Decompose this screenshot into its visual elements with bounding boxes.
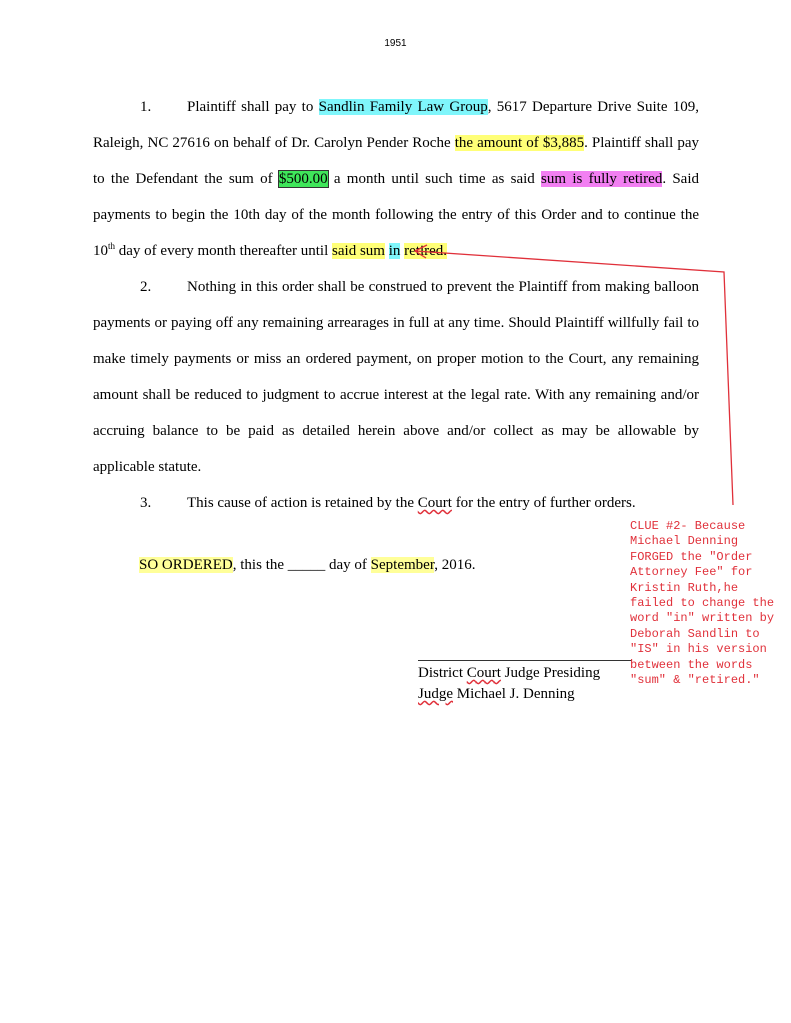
marked-word-court: Court — [466, 665, 501, 681]
text-span: . Said payments to begin the 10th day of the month following the entry of this Order and to continue the 10 — [93, 171, 700, 259]
paragraph-number: 1. — [140, 99, 152, 115]
page-number: 1951 — [384, 38, 407, 49]
highlight-so-ordered: SO ORDERED — [139, 557, 233, 573]
highlight-retired: retired — [404, 243, 444, 259]
text-span: for the entry of further orders. — [451, 495, 636, 511]
highlight-amount: the amount of $3,885 — [454, 135, 585, 151]
arrow-line — [415, 251, 733, 505]
paragraph-number: 3. — [140, 495, 152, 511]
text-span: day of every month thereafter until — [115, 243, 333, 259]
marked-word-court: Court — [417, 495, 452, 511]
paragraph-number: 2. — [140, 279, 152, 295]
text-span: Michael J. Denning — [453, 686, 575, 702]
highlight-fully-retired: sum is fully retired — [541, 171, 663, 187]
text-span: . Plaintiff shall pay to the Defendant the sum of — [93, 135, 699, 187]
highlight-monthly-payment: $500.00 — [278, 171, 328, 187]
text-span: a month until such time as said — [327, 171, 542, 187]
text-span: Judge Presiding — [500, 665, 601, 681]
clue-annotation: CLUE #2- Because Michael Denning FORGED the "Order Attorney Fee" for Kristin Ruth,he failed to change the word "in" written by Deborah Sandlin to "IS" in his version between the words "sum" & "retired." — [630, 519, 775, 688]
paragraph-text: Nothing in this order shall be construed to prevent the Plaintiff from making balloon payments or paying off any remaining arrearages in full at any time. Should Plaintiff willfully fail to make timely payments or miss an ordered payment, on proper motion to the Court, any remaining amount shall be reduced to judgment to accrue interest at the legal rate. With any remaining and/or accruing balance to be paid as detailed herein above and/or collect as may be allowable by applicable statute. — [93, 279, 699, 475]
text-span: District — [418, 665, 467, 681]
text-span: , 2016. — [434, 557, 476, 573]
text-span: , 5617 Departure Drive Suite 109, Raleigh, NC 27616 on behalf of Dr. Carolyn Pender Roche — [93, 99, 700, 151]
highlight-law-firm: Sandlin Family Law Group — [318, 99, 488, 115]
text-span: This cause of action is retained by the — [187, 495, 418, 511]
text-span: , this the _____ day of — [232, 557, 371, 573]
highlight-month: September — [370, 557, 435, 573]
superscript-th: th — [108, 241, 116, 251]
marked-word-judge: Judge — [418, 686, 453, 702]
highlight-in-word: in — [388, 243, 401, 259]
highlight-said-sum: said sum — [332, 243, 385, 259]
text-span: . — [443, 243, 448, 259]
text-span: Plaintiff shall pay to — [187, 99, 319, 115]
